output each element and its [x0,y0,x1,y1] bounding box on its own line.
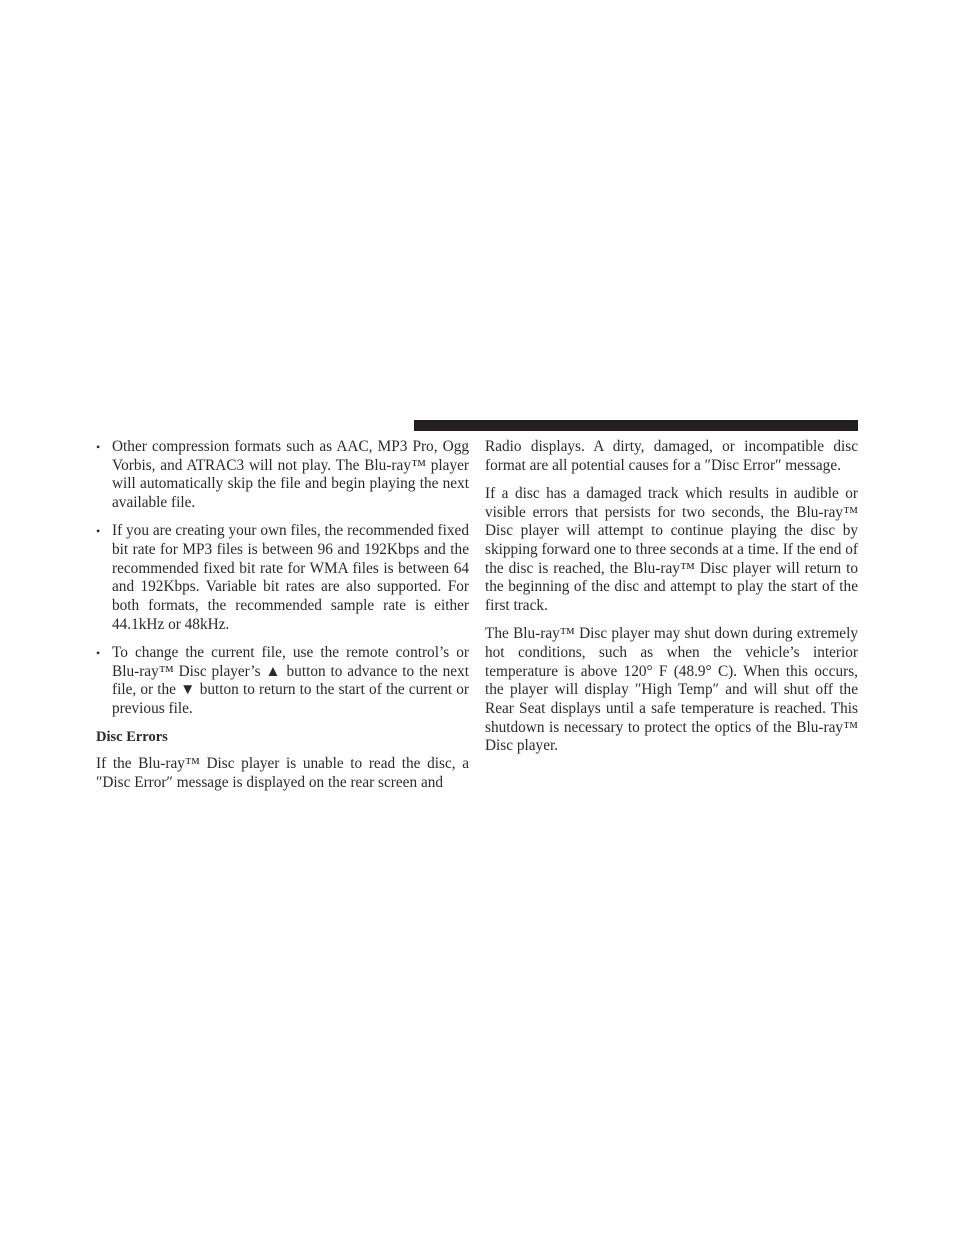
bullet-icon: • [96,524,101,539]
bullet-text: To change the current file, use the remote control’s or Blu-ray™ Disc player’s ▲ button to advance to the next file, or the ▼ button to return to the start of the current or previous file. [112,643,469,717]
paragraph-damaged-track: If a disc has a damaged track which results in audible or visible errors that persists for two seconds, the Blu-ray™ Disc player will attempt to continue playing the disc by skipping forward one to three seconds at a time. If the end of the disc is reached, the Blu-ray™ Disc player will return to the beginning of the disc and attempt to play the start of the first track. [485,484,858,615]
bullet-list [96,438,469,719]
paragraph-high-temp: The Blu-ray™ Disc player may shut down during extremely hot conditions, such as when the vehicle’s interior temperature is above 120° F (48.9° C). When this occurs, the player will display ″High Temp″ and will shut off the Rear Seat displays until a safe temperature is reached. This shutdown is necessary to protect the optics of the Blu-ray™ Disc player. [485,625,858,755]
paragraph-disc-errors: If the Blu-ray™ Disc player is unable to read the disc, a ″Disc Error″ message is displayed on the rear screen and [96,755,469,792]
section-heading-disc-errors: Disc Errors [96,729,168,746]
bullet-text: Other compression formats such as AAC, MP3 Pro, Ogg Vorbis, and ATRAC3 will not play. The Blu-ray™ player will automatically skip the file and begin playing the next available file. [112,438,469,512]
bullet-text: If you are creating your own files, the recommended fixed bit rate for MP3 files is between 96 and 192Kbps and the recommended fixed bit rate for WMA files is between 64 and 192Kbps. Variable bit rates are also supported. For both formats, the recommended sample rate is either 44.1kHz or 48kHz. [112,522,469,633]
bullet-item-change-file [96,644,469,719]
section-header-bar [414,420,858,431]
right-column [485,438,858,765]
bullet-item-compression-formats [96,438,469,513]
paragraph-disc-error-causes: Radio displays. A dirty, damaged, or incompatible disc format are all potential causes for a ″Disc Error″ message. [485,438,858,474]
bullet-icon: • [96,645,101,660]
bullet-item-bit-rates [96,522,469,634]
left-column [96,438,469,802]
bullet-icon: • [96,440,101,454]
